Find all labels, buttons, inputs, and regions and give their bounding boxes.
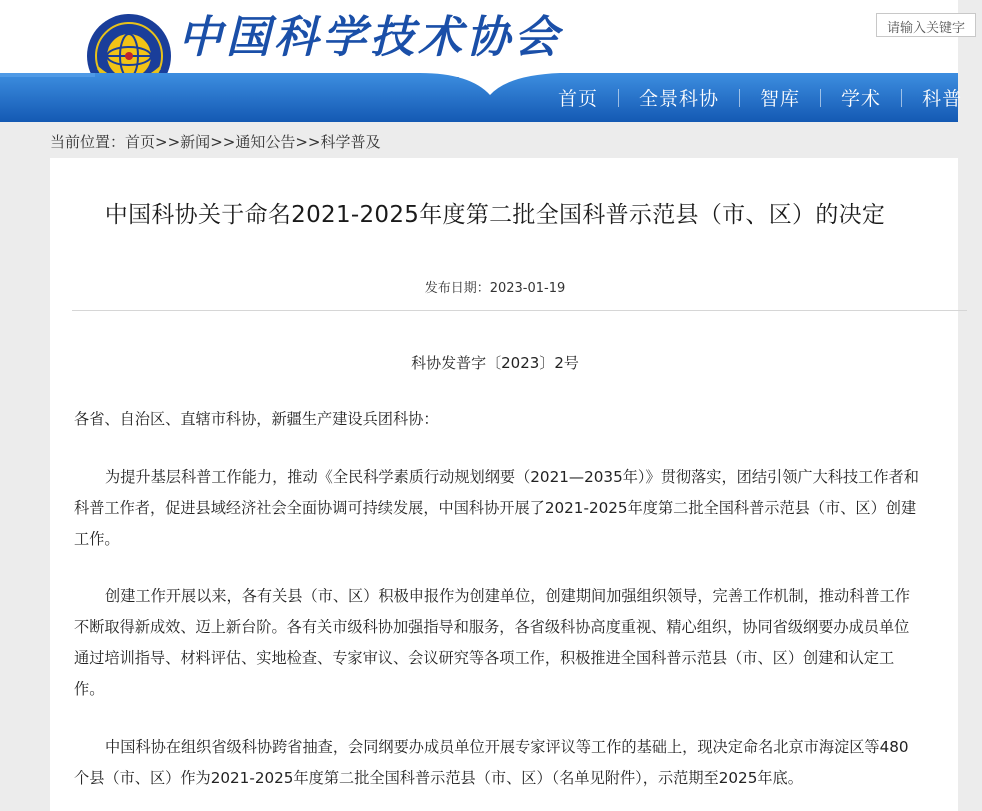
breadcrumb-separator: >> — [155, 133, 181, 151]
breadcrumb-notices[interactable]: 通知公告 — [235, 133, 296, 151]
document-number: 科协发普字〔2023〕2号 — [411, 354, 579, 372]
nav-academic[interactable]: 学术 — [841, 88, 882, 110]
title-divider — [72, 310, 967, 311]
site-header — [0, 0, 966, 122]
breadcrumb-prefix: 当前位置： — [50, 133, 126, 151]
article-paragraph: 各省、自治区、直辖市科协，新疆生产建设兵团科协： — [74, 410, 439, 428]
main-nav — [538, 73, 982, 122]
logo-chinese-name[interactable]: 中国科学技术协会 — [178, 12, 562, 63]
breadcrumb-separator: >> — [295, 133, 321, 151]
article-paragraph: 创建工作开展以来，各有关县（市、区）积极申报作为创建单位，创建期间加强组织领导，完善工作机制，推动科普工作不断取得新成效、迈上新台阶。各有关市级科协加强指导和服务，各省级科协高度重视、精心组织，协同省级纲要办成员单位通过培训指导、材料评估、实地检查、专家审议、会议研究等各项工作，积极推进全国科普示范县（市、区）创建和认定工作。 — [74, 587, 910, 698]
article-paragraph: 为提升基层科普工作能力，推动《全民科学素质行动规划纲要（2021—2035年）》贯彻落实，团结引领广大科技工作者和科普工作者，促进县域经济社会全面协调可持续发展，中国科协开展了2021-2025年度第二批全国科普示范县（市、区）创建工作。 — [74, 468, 919, 548]
breadcrumb-home[interactable]: 首页 — [125, 133, 156, 151]
nav-think-tank[interactable]: 智库 — [760, 88, 801, 110]
breadcrumb-news[interactable]: 新闻 — [180, 133, 211, 151]
breadcrumb — [50, 131, 381, 152]
article-paragraph: 中国科协在组织省级科协跨省抽查，会同纲要办成员单位开展专家评议等工作的基础上，现决定命名北京市海淀区等480个县（市、区）作为2021-2025年度第二批全国科普示范县（市、区）（名单见附件），示范期至2025年底。 — [74, 738, 909, 787]
breadcrumb-science[interactable]: 科学普及 — [320, 133, 381, 151]
search-input[interactable]: 请输入关键字 — [876, 13, 976, 37]
publish-date: 发布日期：2023-01-19 — [424, 281, 566, 296]
nav-home[interactable]: 首页 — [558, 88, 599, 110]
article-title: 中国科协关于命名2021-2025年度第二批全国科普示范县（市、区）的决定 — [104, 202, 886, 228]
article-panel — [50, 158, 958, 811]
nav-science-popularization[interactable]: 科普 — [922, 88, 963, 110]
nav-overview[interactable]: 全景科协 — [639, 88, 720, 110]
breadcrumb-separator: >> — [210, 133, 236, 151]
